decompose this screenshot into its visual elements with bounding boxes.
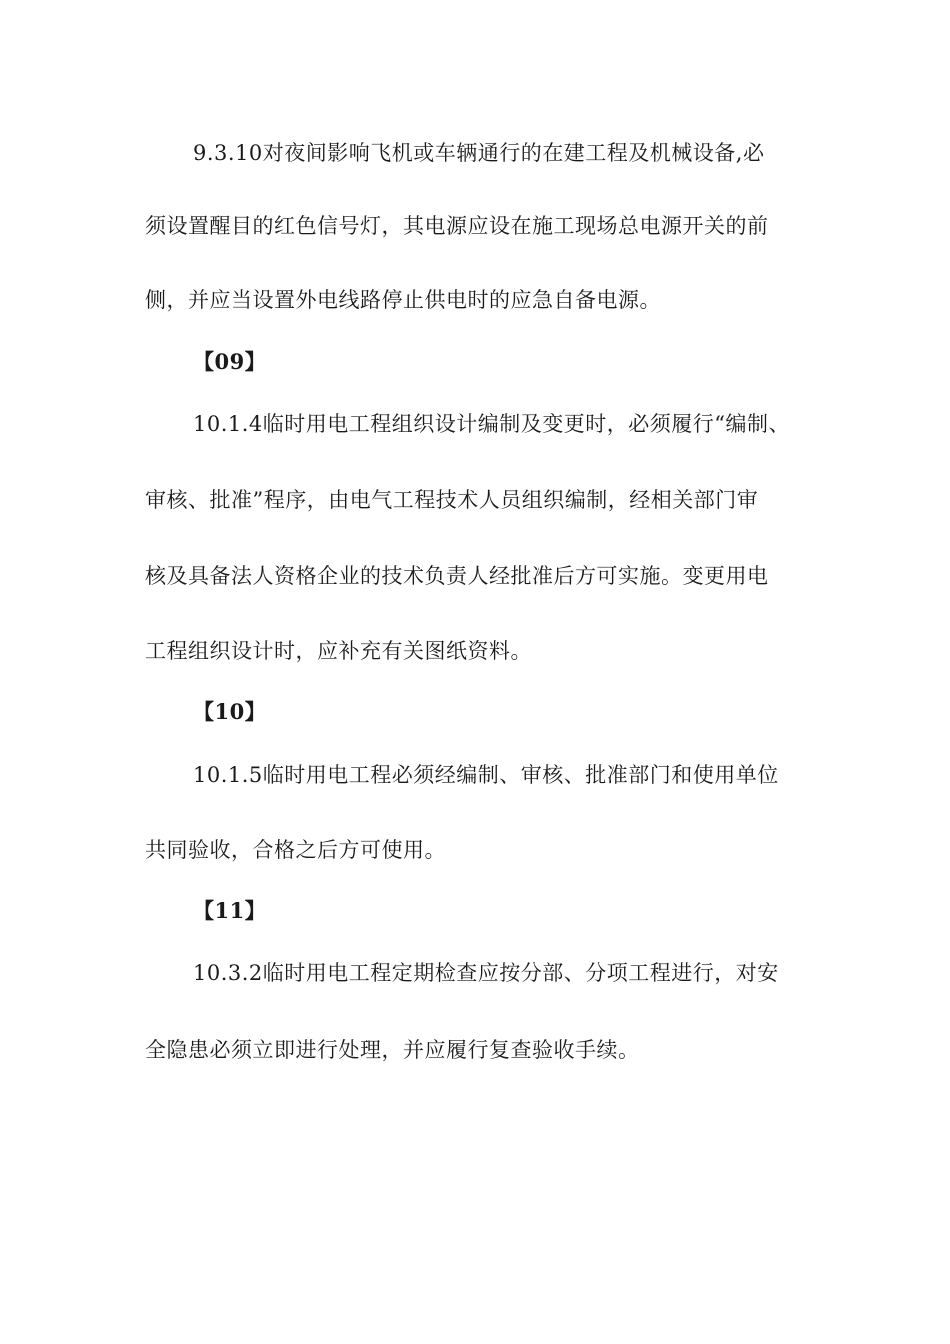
paragraph-10-1-4-line-2: 审核、批准”程序，由电气工程技术人员组织编制，经相关部门审 bbox=[145, 488, 759, 512]
paragraph-10-3-2-line-1: 10.3.2临时用电工程定期检查应按分部、分项工程进行，对安 bbox=[193, 961, 779, 985]
paragraph-10-1-4-line-1: 10.1.4临时用电工程组织设计编制及变更时，必须履行“编制、 bbox=[193, 412, 791, 436]
paragraph-10-1-5-line-1: 10.1.5临时用电工程必须经编制、审核、批准部门和使用单位 bbox=[193, 763, 779, 787]
paragraph-10-1-4-line-4: 工程组织设计时，应补充有关图纸资料。 bbox=[145, 639, 532, 663]
paragraph-10-3-2-line-2: 全隐患必须立即进行处理，并应履行复查验收手续。 bbox=[145, 1038, 640, 1062]
section-marker-09: 【09】 bbox=[193, 349, 267, 374]
section-marker-10: 【10】 bbox=[193, 699, 267, 724]
section-marker-11: 【11】 bbox=[193, 898, 267, 923]
paragraph-10-1-4-line-3: 核及具备法人资格企业的技术负责人经批准后方可实施。变更用电 bbox=[145, 564, 769, 588]
paragraph-9-3-10-line-1: 9.3.10对夜间影响飞机或车辆通行的在建工程及机械设备,必 bbox=[193, 141, 765, 165]
paragraph-9-3-10-line-3: 侧，并应当设置外电线路停止供电时的应急自备电源。 bbox=[145, 288, 661, 312]
paragraph-10-1-5-line-2: 共同验收，合格之后方可使用。 bbox=[145, 838, 446, 862]
paragraph-9-3-10-line-2: 须设置醒目的红色信号灯，其电源应设在施工现场总电源开关的前 bbox=[145, 214, 769, 238]
